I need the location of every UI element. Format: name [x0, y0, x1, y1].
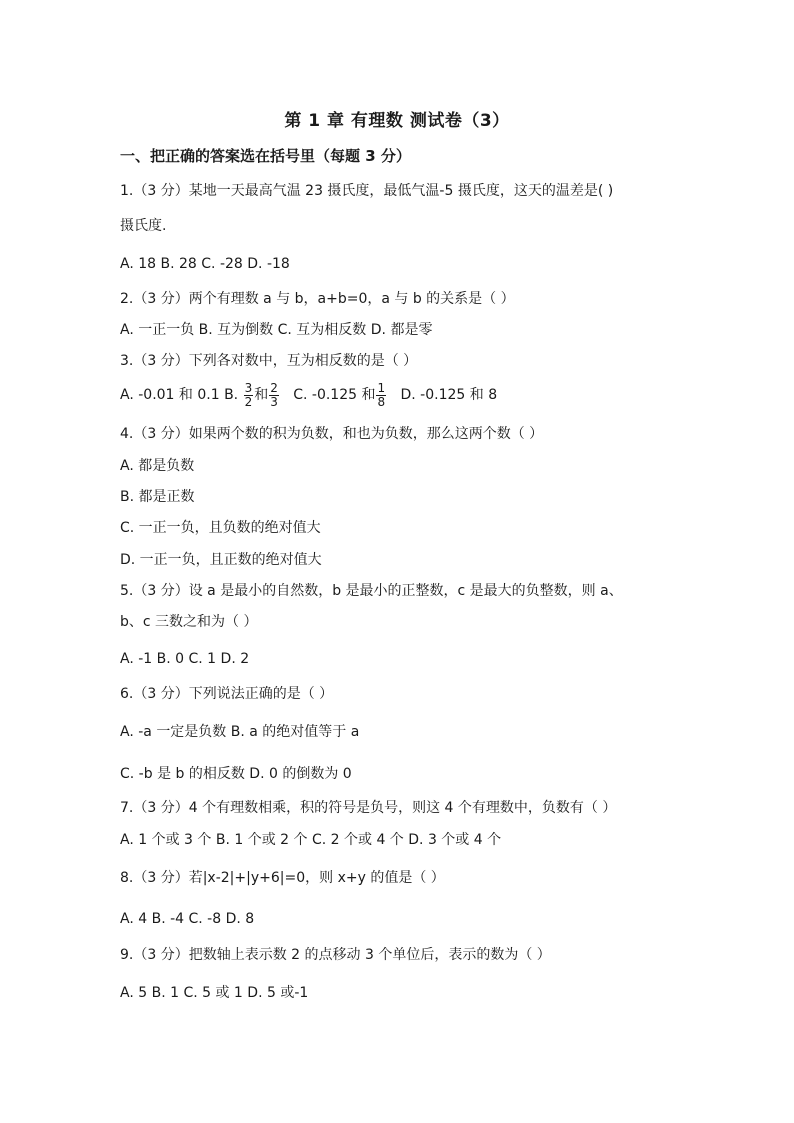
q3-option-c: C. -0.125 和 [293, 387, 376, 403]
question-4-option-b: B. 都是正数 [120, 489, 195, 505]
question-9-stem: 9.（3 分）把数轴上表示数 2 的点移动 3 个单位后，表示的数为（ ） [120, 947, 551, 963]
question-2-stem: 2.（3 分）两个有理数 a 与 b，a+b=0，a 与 b 的关系是（ ） [120, 291, 515, 307]
question-4-option-d: D. 一正一负，且正数的绝对值大 [120, 552, 322, 568]
question-5-stem: 5.（3 分）设 a 是最小的自然数，b 是最小的正整数，c 是最大的负整数，则 a、 [120, 583, 623, 599]
question-4-option-a: A. 都是负数 [120, 458, 195, 474]
q3-fraction: $\frac{3}{2}$ [244, 380, 253, 409]
question-5-stem-cont: b、c 三数之和为（ ） [120, 614, 258, 630]
question-4-stem: 4.（3 分）如果两个数的积为负数，和也为负数，那么这两个数（ ） [120, 426, 544, 442]
question-6-stem: 6.（3 分）下列说法正确的是（ ） [120, 686, 334, 702]
q3-option-d: D. -0.125 和 8 [400, 387, 498, 403]
question-5-options: A. -1 B. 0 C. 1 D. 2 [120, 651, 250, 667]
question-7-options: A. 1 个或 3 个 B. 1 个或 2 个 C. 2 个或 4 个 D. 3 个或 4 个 [120, 832, 502, 848]
section-heading: 一、把正确的答案选在括号里（每题 3 分） [120, 147, 411, 165]
question-3-options: A. -0.01 和 0.1 B. $\frac{3}{2}$ 和 $\frac{2}{3}$ C. -0.125 和 $\frac{1}{8}$ D. -0.125 和 8 [120, 380, 498, 409]
q3-fraction: $\frac{2}{3}$ [270, 380, 278, 409]
question-2-options: A. 一正一负 B. 互为倒数 C. 互为相反数 D. 都是零 [120, 322, 433, 338]
q3-fraction: $\frac{1}{8}$ [377, 380, 386, 409]
question-1-stem: 1.（3 分）某地一天最高气温 23 摄氏度，最低气温-5 摄氏度，这天的温差是( ) [120, 183, 614, 199]
question-7-stem: 7.（3 分）4 个有理数相乘，积的符号是负号，则这 4 个有理数中，负数有（ ） [120, 800, 617, 816]
question-8-options: A. 4 B. -4 C. -8 D. 8 [120, 911, 255, 927]
q3-option-a: A. -0.01 和 0.1 B. [120, 387, 239, 403]
question-8-stem: 8.（3 分）若|x-2|+|y+6|=0，则 x+y 的值是（ ） [120, 870, 445, 886]
question-6-options-2: C. -b 是 b 的相反数 D. 0 的倒数为 0 [120, 766, 352, 782]
question-9-options: A. 5 B. 1 C. 5 或 1 D. 5 或-1 [120, 985, 309, 1001]
question-1-options: A. 18 B. 28 C. -28 D. -18 [120, 256, 290, 272]
page-title: 第 1 章 有理数 测试卷（3） [284, 111, 510, 131]
question-3-stem: 3.（3 分）下列各对数中，互为相反数的是（ ） [120, 353, 418, 369]
question-4-option-c: C. 一正一负，且负数的绝对值大 [120, 520, 321, 536]
question-1-stem-cont: 摄氏度. [120, 218, 167, 234]
question-6-options-1: A. -a 一定是负数 B. a 的绝对值等于 a [120, 724, 360, 740]
